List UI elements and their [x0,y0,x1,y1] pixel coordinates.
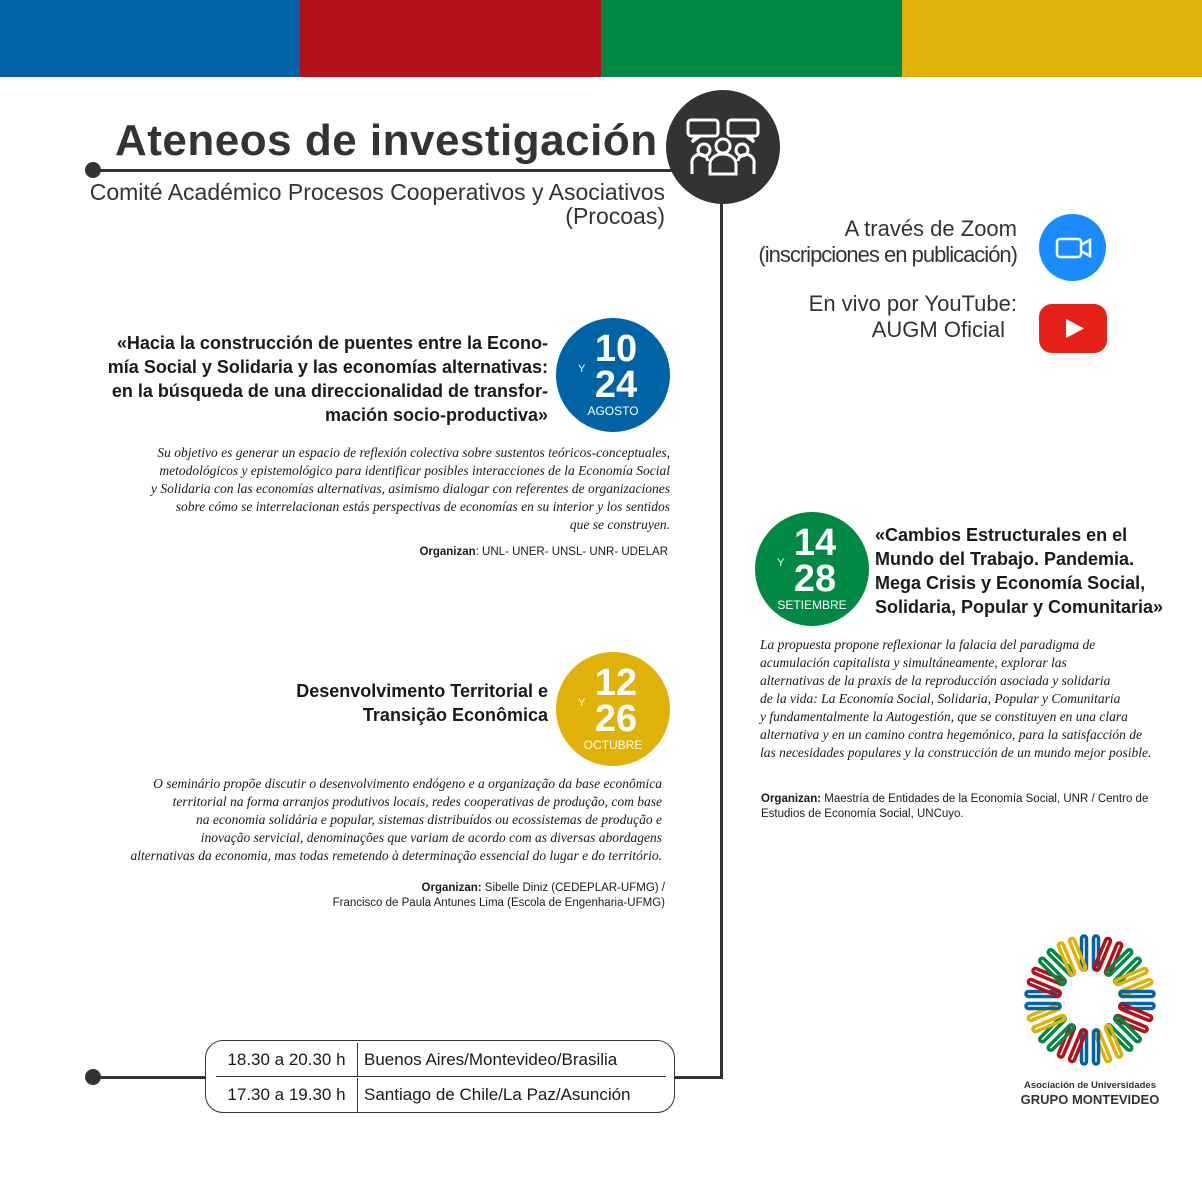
desc-line: y fundamentalmente la Autogestión, que se constituyen en una clara [760,709,1128,724]
schedule-cities: Santiago de Chile/La Paz/Asunción [364,1085,631,1104]
date-and: Y [578,363,586,375]
desc-line: La propuesta propone reflexionar la falacia del paradigma de [760,637,1096,652]
group-chat-icon [666,90,780,204]
logo-petal [1105,949,1141,985]
page-title: Ateneos de investigación [115,116,658,165]
logo-petal [1039,949,1075,985]
desc-line: alternativas de la praxis de la reproducción asociada y solidaria [760,673,1111,688]
event-3-organizers [333,881,665,911]
zoom-line: A través de Zoom [844,216,1017,241]
org-label: Organizan: [421,882,482,894]
desc-line: inovação servicial, denominações que variam de acordo com as diversas abordagens [200,830,662,845]
org-label: Organizan [419,546,476,558]
event-1-date-badge [556,318,670,432]
date-day: 26 [594,698,638,740]
desc-line: Su objetivo es generar un espacio de reflexión colectiva sobre sustentos teóricos-conceptuales, [157,445,670,460]
date-day: 10 [594,328,638,370]
timeline-bottom-line-left [93,1076,205,1079]
zoom-registration-note: (inscripciones en publicación) [758,242,1017,267]
color-bar-yellow [902,0,1202,77]
title-line: en la búsqueda de una direccionalidad de transfor- [111,381,548,401]
date-month: AGOSTO [587,404,639,418]
org-text: Maestría de Entidades de la Economía Social, UNR / Centro de Estudios de Economía Social, UNCuyo. [761,793,1149,820]
title-line: Mega Crisis y Economía Social, [875,573,1146,593]
event-1-title [108,331,548,427]
date-day: 14 [793,522,837,564]
date-month: OCTUBRE [583,738,643,752]
schedule-time: 18.30 a 20.30 h [216,1043,358,1076]
schedule-cities: Buenos Aires/Montevideo/Brasilia [364,1049,618,1069]
event-1-description [151,444,670,534]
desc-line: alternativa y en un camino contra hegemónico, para la satisfacción de [760,727,1143,742]
color-bar-green [601,0,902,77]
date-month: SETIEMBRE [777,598,847,612]
desc-line: alternativas da economia, mas todas remetendo à determinação essencial do lugar e do território. [130,848,662,863]
zoom-info [758,216,1017,268]
date-and: Y [777,557,785,569]
title-line: mía Social y Solidaria y las economías alternativas: [107,357,548,377]
desc-line: na economia solidária e popular, sistemas distribuídos ou ecossistemas de produção e [196,812,662,827]
youtube-channel: AUGM Oficial [871,317,1005,342]
page-subtitle [90,180,665,228]
timeline-dot-top [85,162,101,178]
date-day: 12 [594,662,638,704]
desc-line: sobre cómo se interrelacionan estás perspectivas de economías en su interior y los sentidos [175,499,670,514]
augm-logo [1015,930,1165,1110]
logo-text-line1: Asociación de Universidades [1024,1080,1156,1091]
logo-petal [1039,1015,1075,1051]
color-bar-blue [0,0,300,77]
title-line: Transição Econômica [362,705,548,725]
event-3-description [130,775,662,865]
desc-line: y Solidaria con las economías alternativas, asimismo dialogar con referentes de organizaciones [151,481,670,496]
schedule-time: 17.30 a 19.30 h [216,1078,358,1112]
org-label: Organizan: [761,793,822,805]
title-line: «Hacia la construcción de puentes entre la Econo- [116,333,548,353]
org-text: Sibelle Diniz (CEDEPLAR-UFMG) / [481,882,665,894]
org-text: Francisco de Paula Antunes Lima (Escola de Engenharia-UFMG) [332,897,665,909]
event-2-organizers [761,792,1181,822]
color-bar-red [300,0,601,77]
date-day: 24 [594,364,638,406]
schedule-box [205,1040,675,1113]
title-line: mación socio-productiva» [324,405,548,425]
date-day: 28 [793,558,837,600]
schedule-row [216,1078,666,1112]
logo-petal [1105,1015,1141,1051]
timeline-bottom-line-right [675,1076,723,1079]
subtitle-line: Comité Académico Procesos Cooperativos y Asociativos [89,179,665,205]
title-line: «Cambios Estructurales en el [875,525,1128,545]
timeline-vertical-line [720,195,723,1079]
desc-line: acumulación capitalista y simultáneamente, explorar las [760,655,1067,670]
title-line: Desenvolvimento Territorial e [296,681,548,701]
augm-sun-icon [1015,930,1165,1070]
desc-line: las necesidades populares y la construcción de un mundo mejor posible. [760,745,1152,760]
video-camera-icon[interactable] [1039,214,1106,281]
desc-line: territorial na forma arranjos produtivos locais, redes cooperativas de produção, com base [172,794,662,809]
subtitle-line: (Procoas) [565,203,665,229]
event-3-date-badge [556,652,670,766]
logo-text-line2: GRUPO MONTEVIDEO [1020,1092,1160,1107]
schedule-row [216,1043,666,1077]
event-2-title [875,523,1163,619]
timeline-top-line [93,169,673,172]
desc-line: que se construyen. [569,517,670,532]
event-2-description [760,636,1151,762]
date-and: Y [578,697,586,709]
event-3-title [296,679,548,727]
desc-line: O seminário propõe discutir o desenvolvimento endógeno e a organização da base econômica [153,776,662,791]
youtube-info [809,291,1017,343]
timeline-dot-bottom [85,1069,101,1085]
event-1-organizers [419,545,668,560]
desc-line: de la vida: La Economía Social, Solidaria, Popular y Comunitaria [760,691,1121,706]
desc-line: metodológicos y epistemológico para identificar posibles interacciones de la Economía Social [159,463,670,478]
event-2-date-badge [755,512,869,626]
youtube-play-icon[interactable] [1039,304,1107,353]
title-line: Solidaria, Popular y Comunitaria» [875,597,1164,617]
title-line: Mundo del Trabajo. Pandemia. [875,549,1135,569]
org-text: : UNL- UNER- UNSL- UNR- UDELAR [475,546,668,558]
youtube-line: En vivo por YouTube: [808,291,1017,316]
